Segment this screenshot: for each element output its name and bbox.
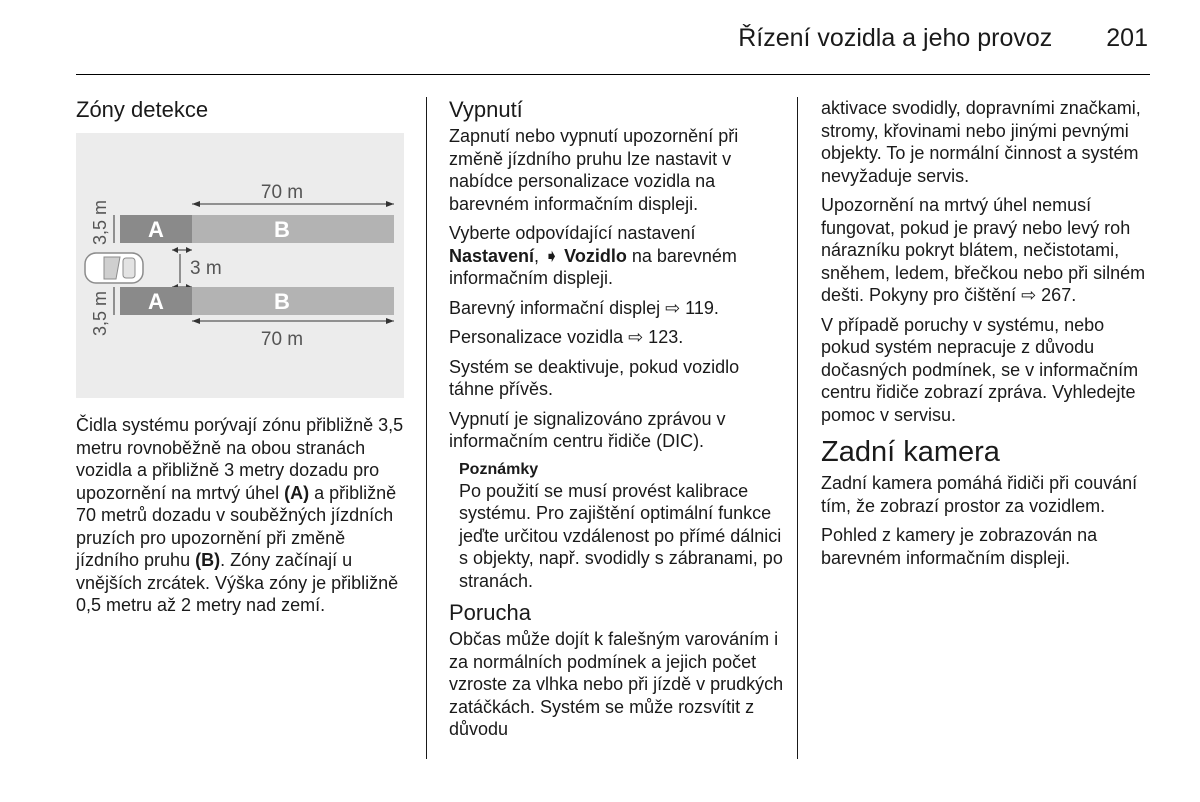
bottom-length-arrow-left: [192, 318, 200, 324]
zone-a-top-label: A: [148, 217, 164, 242]
zone-b-top-label: B: [274, 217, 290, 242]
display-reference: Barevný informační displej ⇨ 119.: [449, 297, 719, 318]
bottom-width-label: 3,5 m: [90, 290, 110, 336]
header-rule: [76, 74, 1150, 75]
heading-detection-zones: Zóny detekce: [76, 97, 209, 122]
top-length-arrow-right: [386, 201, 394, 207]
fault-continued-paragraph: aktivace svodidly, dopravními značkami, stromy, křovinami nebo jinými pevnými objekty. To je normální činnost a systém nevyžaduje servis.: [821, 98, 1141, 186]
vehicle-menu-label: Vozidlo: [564, 245, 627, 266]
column-2: [449, 97, 784, 748]
note-title: Poznámky: [459, 460, 539, 478]
detection-zones-diagram: [76, 133, 404, 398]
header-title: Řízení vozidla a jeho provoz: [738, 24, 1053, 52]
top-width-label: 3,5 m: [90, 199, 110, 245]
settings-menu-label: Nastavení: [449, 245, 535, 266]
personalization-reference: Personalizace vozidla ⇨ 123.: [449, 327, 684, 347]
dic-paragraph: Vypnutí je signalizováno zprávou v informačním centru řidiče (DIC).: [449, 408, 726, 451]
blind-spot-paragraph: Upozornění na mrtvý úhel nemusí fungovat, pokud je pravý nebo levý roh nárazníku pokryt blátem, nečistotami, sněhem, ledem, břečkou nebo při silném dešti. Pokyny pro čištění ⇨ 267.: [821, 195, 1146, 305]
settings-paragraph: Vyberte odpovídající nastavení Nastavení, ➧ Vozidlo na barevném informačním displeji.: [449, 223, 737, 288]
page-number: 201: [1106, 24, 1148, 52]
column-1: [76, 97, 406, 125]
zone-a-bottom-label: A: [148, 289, 164, 314]
rear-distance-label: 3 m: [190, 258, 222, 279]
system-fault-paragraph: V případě poruchy v systému, nebo pokud systém nepracuje z důvodu dočasných podmínek, se v informačním centru řidiče zobrazí zpráva. Vyhledejte pomoc v servisu.: [821, 314, 1139, 425]
heading-switch-off: Vypnutí: [449, 97, 523, 122]
zone-b-bottom-label: B: [274, 289, 290, 314]
rear-dim-arrow-2: [186, 247, 192, 253]
car-icon: [85, 253, 143, 283]
bottom-length-label: 70 m: [260, 329, 304, 350]
switch-off-paragraph: Zapnutí nebo vypnutí upozornění při změně jízdního pruhu lze nastavit v nabídce personalizace vozidla na barevném informačním displeji.: [449, 126, 739, 214]
top-length-label: 70 m: [260, 182, 304, 203]
rear-dim-arrow-1: [172, 247, 178, 253]
zone-b-top: [192, 215, 394, 243]
note-text: Po použití se musí provést kalibrace systému. Pro zajištění optimální funkce jeďte určitou vzdálenost po přímé dálnici s objekty, např. svodidly s zábranami, po stranách.: [459, 480, 783, 591]
heading-fault: Porucha: [449, 600, 531, 625]
heading-rear-camera: Zadní kamera: [821, 436, 1000, 468]
top-length-arrow-left: [192, 201, 200, 207]
column-3: [821, 97, 1156, 576]
column-1-body: [76, 414, 408, 624]
bottom-length-arrow-right: [386, 318, 394, 324]
column-divider-2: [797, 97, 798, 759]
rear-camera-paragraph: Zadní kamera pomáhá řidiči při couvání tím, že zobrazí prostor za vozidlem.: [821, 473, 1138, 516]
trailer-paragraph: Systém se deaktivuje, pokud vozidlo táhne přívěs.: [449, 356, 740, 399]
note-box: [449, 460, 784, 593]
page-header: [738, 24, 1148, 60]
fault-paragraph: Občas může dojít k falešným varováním i za normálních podmínek a jejich počet vzroste za vlhka nebo při jízdě v prudkých zatáčkách. Systém se může rozsvítit z důvodu: [449, 629, 784, 739]
camera-view-paragraph: Pohled z kamery je zobrazován na barevném informačním displeji.: [821, 525, 1098, 568]
detection-zones-figure: [76, 133, 404, 398]
detection-zones-paragraph: Čidla systému porývají zónu přibližně 3,5 metru rovnoběžně na obou stranách vozidla a přibližně 3 metry dozadu pro upozornění na mrtvý úhel (A) a přibližně 70 metrů dozadu v souběžných jízdních pruzích pro upozornění při změně jízdního pruhu (B). Zóny začínají u vnějších zrcátek. Výška zóny je přibližně 0,5 metru až 2 metry nad zemí.: [76, 415, 404, 615]
arrow-icon: ➧: [544, 245, 560, 266]
column-divider-1: [426, 97, 427, 759]
zone-b-bottom: [192, 287, 394, 315]
